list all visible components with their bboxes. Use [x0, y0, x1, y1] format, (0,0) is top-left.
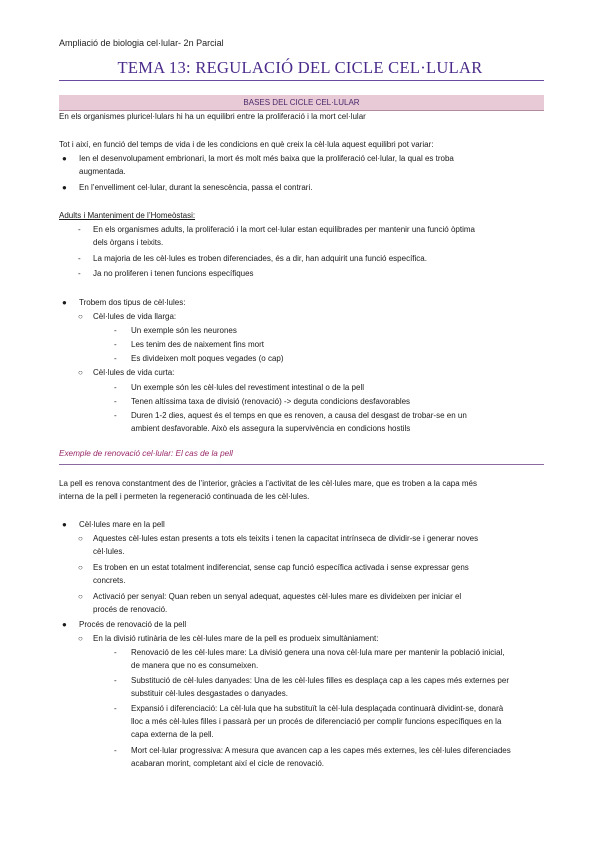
- list-item: La majoria de les cèl·lules es troben diferenciades, és a dir, han adquirit una funció específica.: [93, 254, 427, 263]
- dash-marker: -: [114, 397, 117, 406]
- title-divider: [59, 80, 544, 81]
- list-item: Un exemple són les neurones: [131, 326, 237, 335]
- bullet-dot: ●: [62, 520, 67, 529]
- circle-marker: ○: [78, 368, 83, 377]
- list-item: cèl·lules.: [93, 547, 125, 556]
- section-heading-text: Exemple de renovació cel·lular: El cas de la pell: [59, 449, 233, 458]
- stem-label: Cèl·lules mare en la pell: [79, 520, 165, 529]
- types-short-label: Cèl·lules de vida curta:: [93, 368, 175, 377]
- list-item: concrets.: [93, 576, 126, 585]
- list-item: Ja no proliferen i tenen funcions específiques: [93, 269, 254, 278]
- list-item: Duren 1-2 dies, aquest és el temps en que es renoven, a causa del desgast de trobar-se en un: [131, 411, 467, 420]
- course-header: Ampliació de biologia cel·lular- 2n Parcial: [59, 38, 224, 48]
- list-item: substituir cèl·lules desgastades o danyades.: [131, 689, 288, 698]
- dash-marker: -: [114, 746, 117, 755]
- list-item: dels òrgans i teixits.: [93, 238, 164, 247]
- dash-marker: -: [114, 383, 117, 392]
- dash-marker: -: [78, 254, 81, 263]
- circle-marker: ○: [78, 534, 83, 543]
- dash-marker: -: [78, 225, 81, 234]
- list-item: Tenen altíssima taxa de divisió (renovació) -> deguta condicions desfavorables: [131, 397, 411, 406]
- paragraph-equilibrium: Tot i així, en funció del temps de vida i de les condicions en què creix la cèl·lula aquest equilibri pot variar:: [59, 140, 434, 149]
- dash-marker: -: [114, 326, 117, 335]
- list-item: En els organismes adults, la proliferació i la mort cel·lular estan equilibrades per mantenir una funció òptima: [93, 225, 475, 234]
- list-item: procés de renovació.: [93, 605, 168, 614]
- list-item: Expansió i diferenciació: La cèl·lula que ha substituït la cèl·lula desplaçada continuarà dividint-se, donarà: [131, 704, 504, 713]
- list-item: ambient desfavorable. Això els assegura la supervivència en condicions hostils: [131, 424, 411, 433]
- list-item: Un exemple són les cèl·lules del revestiment intestinal o de la pell: [131, 383, 365, 392]
- page-title: TEMA 13: REGULACIÓ DEL CICLE CEL·LULAR: [117, 58, 483, 77]
- process-sub: En la divisió rutinària de les cèl·lules mare de la pell es produeix simultàniament:: [93, 634, 379, 643]
- bullet-text: Ien el desenvolupament embrionari, la mort és molt més baixa que la proliferació cel·lular, la qual es troba: [79, 154, 454, 163]
- circle-marker: ○: [78, 563, 83, 572]
- section-heading-skin: [59, 446, 544, 465]
- bullet-dot: ●: [62, 154, 67, 163]
- list-item: acabaran morint, completant així el cicle de renovació.: [131, 759, 324, 768]
- dash-marker: -: [114, 340, 117, 349]
- bullet-dot: ●: [62, 620, 67, 629]
- bullet-text: En l’envelliment cel·lular, durant la senescència, passa el contrari.: [79, 183, 313, 192]
- bullet-dot: ●: [62, 183, 67, 192]
- adults-heading: Adults i Manteniment de l’Homeòstasi:: [59, 211, 196, 220]
- circle-marker: ○: [78, 634, 83, 643]
- list-item: Substitució de cèl·lules danyades: Una de les cèl·lules filles es desplaça cap a les capes més externes per: [131, 676, 509, 685]
- bullet-text: augmentada.: [79, 167, 126, 176]
- dash-marker: -: [78, 269, 81, 278]
- list-item: Renovació de les cèl·lules mare: La divisió genera una nova cèl·lula mare per mantenir la població inicial,: [131, 648, 505, 657]
- dash-marker: -: [114, 648, 117, 657]
- list-item: de manera que no es consumeixen.: [131, 661, 259, 670]
- dash-marker: -: [114, 676, 117, 685]
- skin-paragraph: La pell es renova constantment des de l’interior, gràcies a l’activitat de les cèl·lules mare, que es troben a la capa més: [59, 479, 477, 488]
- section-band-bases: BASES DEL CICLE CEL·LULAR: [59, 95, 544, 111]
- list-item: Activació per senyal: Quan reben un senyal adequat, aquestes cèl·lules mare es divideixen per iniciar el: [93, 592, 462, 601]
- types-intro: Trobem dos tipus de cèl·lules:: [79, 298, 186, 307]
- list-item: Es divideixen molt poques vegades (o cap): [131, 354, 284, 363]
- dash-marker: -: [114, 411, 117, 420]
- bullet-dot: ●: [62, 298, 67, 307]
- skin-paragraph: interna de la pell i permeten la regeneració continuada de les cèl·lules.: [59, 492, 310, 501]
- process-label: Procés de renovació de la pell: [79, 620, 187, 629]
- intro-text: En els organismes pluricel·lulars hi ha un equilibri entre la proliferació i la mort cel·lular: [59, 112, 366, 121]
- list-item: Es troben en un estat totalment indiferenciat, sense cap funció específica activada i sense expressar gens: [93, 563, 469, 572]
- circle-marker: ○: [78, 312, 83, 321]
- types-long-label: Cèl·lules de vida llarga:: [93, 312, 177, 321]
- dash-marker: -: [114, 354, 117, 363]
- list-item: lloc a més cèl·lules filles i passarà per un procés de diferenciació per complir funcions específiques en la: [131, 717, 502, 726]
- dash-marker: -: [114, 704, 117, 713]
- circle-marker: ○: [78, 592, 83, 601]
- list-item: Les tenim des de naixement fins mort: [131, 340, 264, 349]
- list-item: Mort cel·lular progressiva: A mesura que avancen cap a les capes més externes, les cèl·lules diferenciades: [131, 746, 511, 755]
- list-item: capa externa de la pell.: [131, 730, 214, 739]
- list-item: Aquestes cèl·lules estan presents a tots els teixits i tenen la capacitat intrínseca de dividir-se i generar noves: [93, 534, 479, 543]
